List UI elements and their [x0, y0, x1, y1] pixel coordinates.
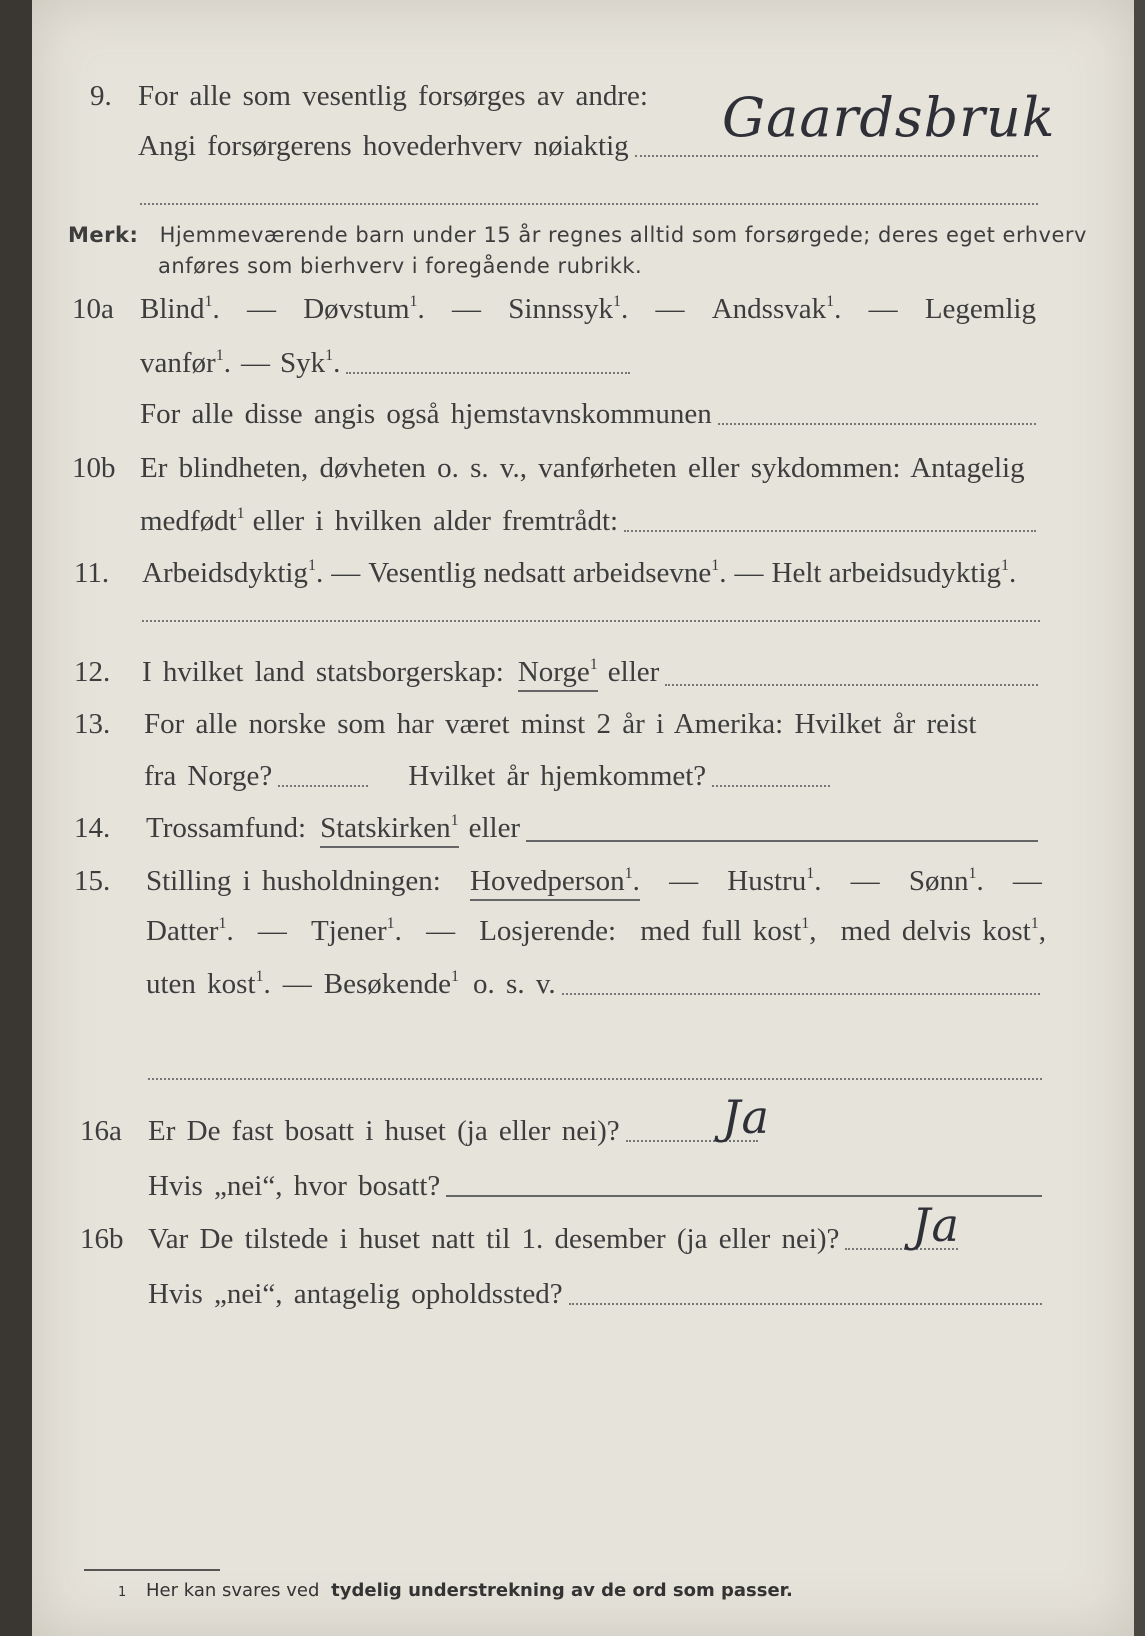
q16a-line2	[148, 1170, 1042, 1203]
q9-answer-line[interactable]	[635, 155, 1038, 157]
q15-number: 15.	[74, 865, 111, 897]
q16b-line1-text: Var De tilstede i huset natt til 1. desember (ja eller nei)?	[148, 1223, 840, 1255]
hjemkommet-year-line[interactable]	[712, 785, 830, 787]
q10a-number: 10a	[72, 293, 114, 325]
q13-line1	[144, 708, 1044, 741]
q10b-number: 10b	[72, 452, 116, 484]
option-norge[interactable]: Norge$^1$	[518, 656, 598, 692]
option-datter[interactable]: Datter$^1$.	[146, 915, 234, 947]
q13-line2	[144, 760, 830, 793]
option-uten-kost[interactable]: uten kost$^1$.	[146, 968, 271, 1000]
scan-edge-left	[0, 0, 32, 1636]
q16b-line1	[148, 1223, 958, 1256]
q16b-line2	[148, 1278, 1042, 1311]
option-tjener[interactable]: Tjener$^1$.	[311, 915, 402, 947]
q12-answer-line[interactable]	[665, 684, 1038, 686]
q15-extra-line[interactable]	[148, 1078, 1042, 1080]
option-besokende[interactable]: Besøkende$^1$	[323, 968, 460, 1000]
q11-number: 11.	[74, 557, 110, 589]
footnote-rule	[84, 1569, 220, 1571]
q10a-line3	[140, 398, 1036, 431]
q16a-line1	[148, 1115, 758, 1148]
q9-line1-text: For alle som vesentlig forsørges av andre:	[138, 80, 648, 112]
q14-answer-line[interactable]	[526, 840, 1038, 842]
q15-prefix: Stilling i husholdningen:	[146, 865, 441, 897]
option-helt-arbeidsudyktig[interactable]: Helt arbeidsudyktig$^1$.	[771, 557, 1017, 589]
q13-hjemkommet-label: Hvilket år hjemkommet?	[408, 760, 707, 792]
q9-number: 9.	[90, 80, 112, 112]
option-full-kost[interactable]: med full kost$^1$,	[640, 915, 817, 947]
reist-year-line[interactable]	[278, 785, 368, 787]
q9-handwritten-answer: Gaardsbruk	[722, 86, 1056, 149]
q10b-answer-line[interactable]	[624, 530, 1036, 532]
census-form-page	[32, 0, 1134, 1636]
q14-text: Trossamfund:	[146, 812, 307, 844]
option-dovstum[interactable]: Døvstum$^1$.	[303, 293, 425, 325]
q9-line1	[138, 80, 698, 113]
footnote-mark: 1	[118, 1585, 127, 1600]
footnote	[118, 1580, 793, 1601]
q10a-answer-line[interactable]	[346, 372, 630, 374]
merk-line2: anføres som bierhverv i foregående rubrikk.	[158, 254, 643, 278]
q9-extra-line[interactable]	[140, 203, 1038, 205]
q15-answer-line[interactable]	[562, 993, 1040, 995]
q12-number: 12.	[74, 656, 111, 688]
option-syk[interactable]: Syk$^1$.	[279, 347, 341, 379]
option-delvis-kost[interactable]: med delvis kost$^1$,	[840, 915, 1046, 947]
option-legemlig[interactable]: Legemlig	[924, 293, 1036, 325]
hjemstavn-answer-line[interactable]	[718, 423, 1036, 425]
option-andssvak[interactable]: Andssvak$^1$.	[711, 293, 842, 325]
q16a-handwritten-answer: Ja	[722, 1090, 770, 1144]
q14-tail: eller	[468, 812, 521, 844]
option-sonn[interactable]: Sønn$^1$.	[908, 865, 984, 897]
merk-note	[68, 220, 1087, 282]
q10b-line2	[140, 505, 1036, 538]
q9-line2-text: Angi forsørgerens hovederhverv nøiaktig	[138, 130, 629, 162]
option-statskirken[interactable]: Statskirken$^1$	[320, 812, 459, 848]
q16a-number: 16a	[80, 1115, 122, 1147]
q13-number: 13.	[74, 708, 111, 740]
q15-osv: o. s. v.	[473, 968, 556, 1000]
option-arbeidsdyktig[interactable]: Arbeidsdyktig$^1$.	[142, 557, 324, 589]
option-vanfor[interactable]: vanfør$^1$.	[140, 347, 231, 379]
option-hustru[interactable]: Hustru$^1$.	[727, 865, 822, 897]
merk-line1: Hjemmeværende barn under 15 år regnes alltid som forsørgede; deres eget erhverv	[159, 223, 1087, 247]
q12-tail: eller	[607, 656, 660, 688]
q10b-line1-text: Er blindheten, døvheten o. s. v., vanførheten eller sykdommen: Antagelig	[140, 452, 1025, 484]
q16b-handwritten-answer: Ja	[912, 1198, 960, 1252]
q12-text: I hvilket land statsborgerskap:	[142, 656, 504, 688]
q10b-line2-text: eller i hvilken alder fremtrådt:	[252, 505, 619, 537]
q16a-line1-text: Er De fast bosatt i huset (ja eller nei)?	[148, 1115, 620, 1147]
q16b-line2-text: Hvis „nei“, antagelig opholdssted?	[148, 1278, 563, 1310]
scan-edge-right	[1134, 0, 1145, 1636]
q14-number: 14.	[74, 812, 111, 844]
q10a-line1: Blind$^1$. — Døvstum$^1$. — Sinnssyk$^1$. — Andssvak$^1$. — Legemlig	[140, 293, 1036, 325]
q10a-line3-text: For alle disse angis også hjemstavnskommunen	[140, 398, 712, 430]
q15-line3: uten kost$^1$. — Besøkende$^1$ o. s. v.	[146, 968, 1040, 1001]
q16b-opholdssted-line[interactable]	[569, 1303, 1042, 1305]
footnote-text-a: Her kan svares ved	[146, 1580, 320, 1601]
q13-reist-label: fra Norge?	[144, 760, 273, 792]
option-sinnssyk[interactable]: Sinnssyk$^1$.	[508, 293, 629, 325]
q11-line: Arbeidsdyktig$^1$. — Vesentlig nedsatt arbeidsevne$^1$. — Helt arbeidsudyktig$^1$.	[142, 557, 1017, 589]
q13-line1-text: For alle norske som har været minst 2 år i Amerika: Hvilket år reist	[144, 708, 977, 740]
q16a-bosatt-line[interactable]	[446, 1195, 1042, 1197]
q15-line1: Stilling i husholdningen: Hovedperson$^1$. — Hustru$^1$. — Sønn$^1$. —	[146, 865, 1042, 901]
q16a-line2-text: Hvis „nei“, hvor bosatt?	[148, 1170, 441, 1202]
losjerende-label: Losjerende:	[479, 915, 617, 947]
q16b-number: 16b	[80, 1223, 124, 1255]
q10b-line1	[140, 452, 1040, 485]
merk-label: Merk:	[68, 223, 139, 247]
option-nedsatt-arbeidsevne[interactable]: Vesentlig nedsatt arbeidsevne$^1$.	[368, 557, 727, 589]
option-blind[interactable]: Blind$^1$.	[140, 293, 220, 325]
footnote-text-b: tydelig understrekning av de ord som passer.	[331, 1580, 793, 1601]
option-hovedperson[interactable]: Hovedperson$^1$.	[470, 865, 640, 901]
q14-line	[146, 812, 1038, 848]
option-medfodt[interactable]: medfødt$^1$	[140, 505, 245, 537]
q12-line	[142, 656, 1038, 692]
q11-answer-line[interactable]	[142, 620, 1040, 622]
q15-line2: Datter$^1$. — Tjener$^1$. — Losjerende: med full kost$^1$, med delvis kost$^1$,	[146, 915, 1046, 947]
q10a-line2: vanfør$^1$. — Syk$^1$.	[140, 347, 630, 380]
